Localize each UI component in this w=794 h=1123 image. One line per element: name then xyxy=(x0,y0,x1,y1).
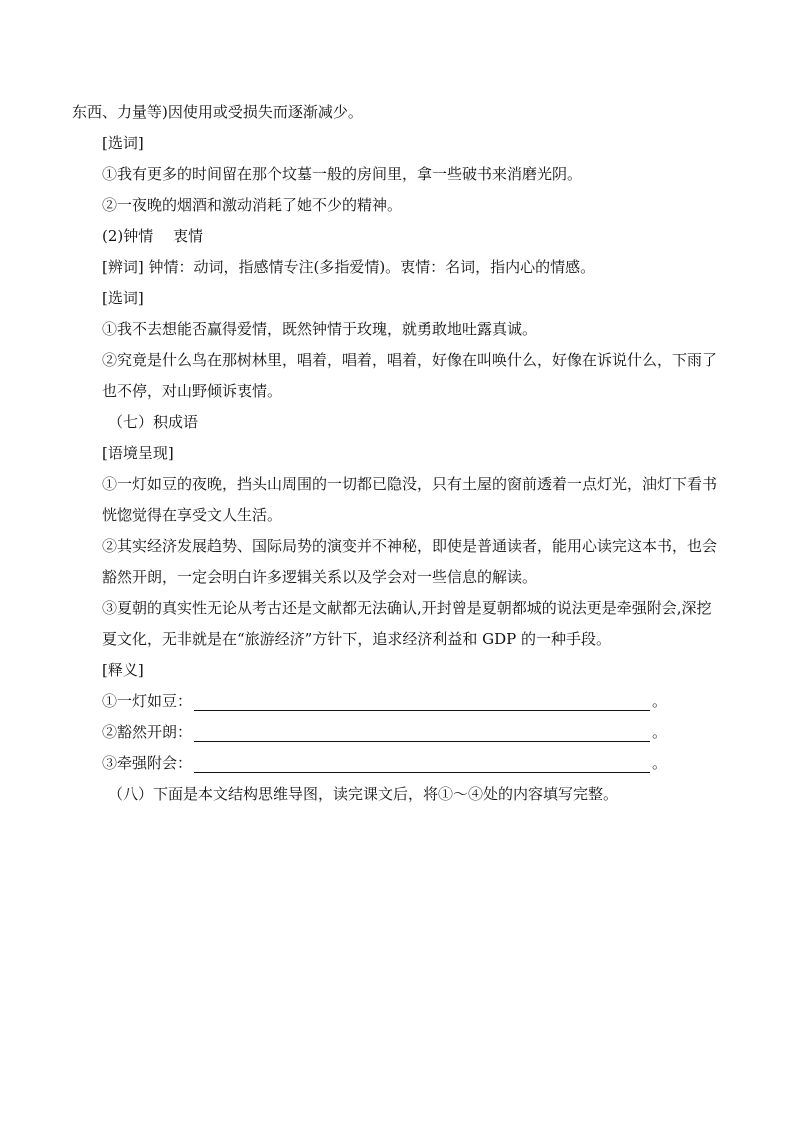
section-label-context: [语境呈现] xyxy=(102,444,174,462)
example-sentence: ①我不去想能否赢得爱情，既然钟情于玫瑰，就勇敢地吐露真诚。 xyxy=(102,320,538,338)
answer-blank[interactable] xyxy=(194,688,650,711)
example-sentence: ②一夜晚的烟酒和激动消耗了她不少的精神。 xyxy=(102,196,403,214)
example-sentence: ③夏朝的真实性无论从考古还是文献都无法确认,开封曾是夏朝都城的说法更是牵强附会,深挖夏文化，无非就是在“旅游经济”方针下，追求经济利益和 GDP 的一种手段。 xyxy=(102,599,712,648)
fill-in-label: ③牵强附会： xyxy=(102,754,193,772)
fill-in-item-1 xyxy=(72,686,724,717)
word-pair-heading: (2)钟情 衷情 xyxy=(102,227,204,245)
fill-in-item-3 xyxy=(72,748,724,779)
example-sentence: ②究竟是什么鸟在那树林里，唱着，唱着，唱着，好像在叫唤什么，好像在诉说什么，下雨了也不停，对山野倾诉衷情。 xyxy=(102,351,718,400)
fill-in-label: ②豁然开朗： xyxy=(102,723,193,741)
fill-in-label: ①一灯如豆： xyxy=(102,692,193,710)
period-mark: 。 xyxy=(652,723,668,741)
example-sentence: ①一灯如豆的夜晚，挡头山周围的一切都已隐没，只有土屋的窗前透着一点灯光，油灯下看书恍惚觉得在享受文人生活。 xyxy=(102,475,718,524)
example-sentence: ①我有更多的时间留在那个坟墓一般的房间里，拿一些破书来消磨光阴。 xyxy=(102,165,583,183)
answer-blank[interactable] xyxy=(194,719,650,742)
section-label-select-words: [选词] xyxy=(102,134,144,152)
section-label-select-words: [选词] xyxy=(102,289,144,307)
period-mark: 。 xyxy=(652,692,668,710)
fill-in-item-2 xyxy=(72,717,724,748)
section-heading-mind-map: （八）下面是本文结构思维导图，读完课文后，将①～④处的内容填写完整。 xyxy=(108,785,619,803)
document-body xyxy=(72,97,724,810)
period-mark: 。 xyxy=(652,754,668,772)
example-sentence: ②其实经济发展趋势、国际局势的演变并不神秘，即使是普通读者，能用心读完这本书，也会豁然开朗，一定会明白许多逻辑关系以及学会对一些信息的解读。 xyxy=(102,537,718,586)
text-line: 东西、力量等)因使用或受损失而逐渐减少。 xyxy=(72,103,363,121)
answer-blank[interactable] xyxy=(194,750,650,773)
section-label-definition: [释义] xyxy=(102,661,144,679)
section-heading-idioms: （七）积成语 xyxy=(108,413,199,431)
word-distinction: [辨词] 钟情：动词，指感情专注(多指爱情)。衷情：名词，指内心的情感。 xyxy=(102,258,596,276)
